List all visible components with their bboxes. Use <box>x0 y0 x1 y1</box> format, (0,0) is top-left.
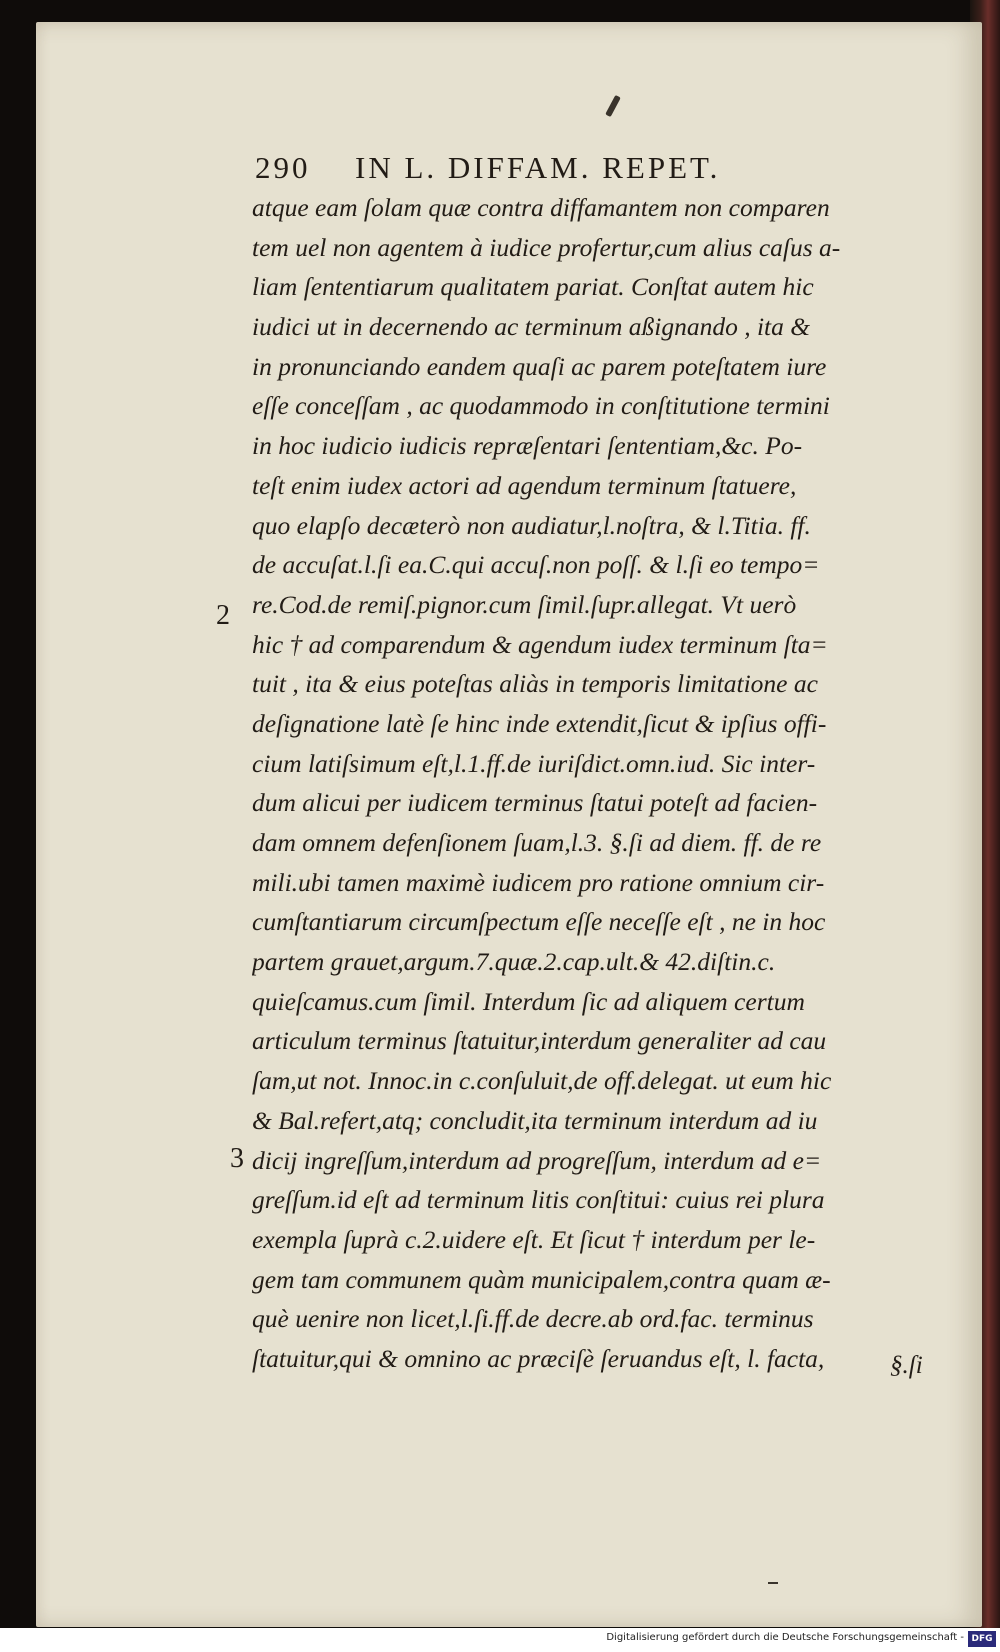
text-line: quo elapſo decæterò non audiatur,l.noſtra, & l.Titia. ff. <box>252 510 811 540</box>
text-line: dicij ingreſſum,interdum ad progreſſum, interdum ad e= <box>252 1145 822 1175</box>
footer-credit: Digitalisierung gefördert durch die Deutsche Forschungsgemeinschaft - <box>606 1632 964 1643</box>
body-text <box>252 188 937 1379</box>
text-line: eſſe conceſſam , ac quodammodo in conſtitutione termini <box>252 391 830 421</box>
text-line: ſtatuitur,qui & omnino ac præciſè ſeruandus eſt, l. facta, <box>252 1343 825 1373</box>
running-title: IN L. DIFFAM. REPET. <box>355 150 721 185</box>
text-line: teſt enim iudex actori ad agendum terminum ſtatuere, <box>252 470 797 500</box>
text-line: cumſtantiarum circumſpectum eſſe neceſſe eſt , ne in hoc <box>252 907 826 937</box>
text-line: & Bal.refert,atq; concludit,ita terminum interdum ad iu <box>252 1105 818 1135</box>
dfg-logo: DFG <box>968 1631 996 1647</box>
text-line: atque eam ſolam quæ contra diffamantem non comparen <box>252 193 830 222</box>
text-line: dam omnem defenſionem ſuam,l.3. §.ſi ad diem. ff. de re <box>252 828 822 857</box>
text-line: cium latiſsimum eſt,l.1.ff.de iuriſdict.omn.iud. Sic inter- <box>252 748 816 778</box>
text-line: ſam,ut not. Innoc.in c.conſuluit,de off.delegat. ut eum hic <box>252 1066 832 1096</box>
margin-number: 2 <box>216 600 230 631</box>
page-header <box>255 150 855 190</box>
text-line: in pronunciando eandem quaſi ac parem poteſtatem iure <box>252 351 827 381</box>
text-line: quieſcamus.cum ſimil. Interdum ſic ad aliquem certum <box>252 986 805 1016</box>
text-line: dum alicui per iudicem terminus ſtatui poteſt ad facien- <box>252 788 818 818</box>
page-number: 290 <box>255 150 311 185</box>
ink-mark-bottom <box>768 1582 778 1584</box>
margin-number: 3 <box>230 1143 244 1174</box>
text-line: articulum terminus ſtatuitur,interdum generaliter ad cau <box>252 1026 827 1056</box>
text-line: gem tam communem quàm municipalem,contra quam æ- <box>252 1264 831 1294</box>
text-line: liam ſententiarum qualitatem pariat. Conſtat autem hic <box>252 272 814 302</box>
text-line: què uenire non licet,l.ſi.ff.de decre.ab ord.fac. terminus <box>252 1304 814 1334</box>
text-line: in hoc iudicio iudicis repræſentari ſententiam,&c. Po- <box>252 431 803 461</box>
text-line: tuit , ita & eius poteſtas aliàs in temporis limitatione ac <box>252 669 818 699</box>
text-line: tem uel non agentem à iudice profertur,cum alius caſus a- <box>252 232 841 262</box>
footer-bar <box>0 1628 1000 1652</box>
text-line: partem grauet,argum.7.quæ.2.cap.ult.& 42.diſtin.c. <box>252 947 776 977</box>
text-line: hic † ad comparendum & agendum iudex terminum ſta= <box>252 629 828 659</box>
text-line: re.Cod.de remiſ.pignor.cum ſimil.ſupr.allegat. Vt uerò <box>252 589 797 619</box>
text-line: greſſum.id eſt ad terminum litis conſtitui: cuius rei plura <box>252 1185 825 1215</box>
text-line: iudici ut in decernendo ac terminum aßignando , ita & <box>252 312 811 342</box>
text-line: mili.ubi tamen maximè iudicem pro ratione omnium cir- <box>252 867 825 897</box>
text-line: deſignatione latè ſe hinc inde extendit,ſicut & ipſius offi- <box>252 708 827 738</box>
text-line: de accuſat.l.ſi ea.C.qui accuſ.non poſſ. & l.ſi eo tempo= <box>252 550 820 580</box>
text-line: exempla ſuprà c.2.uidere eſt. Et ſicut † interdum per le- <box>252 1224 816 1254</box>
catchword: §.ſi <box>890 1352 923 1379</box>
